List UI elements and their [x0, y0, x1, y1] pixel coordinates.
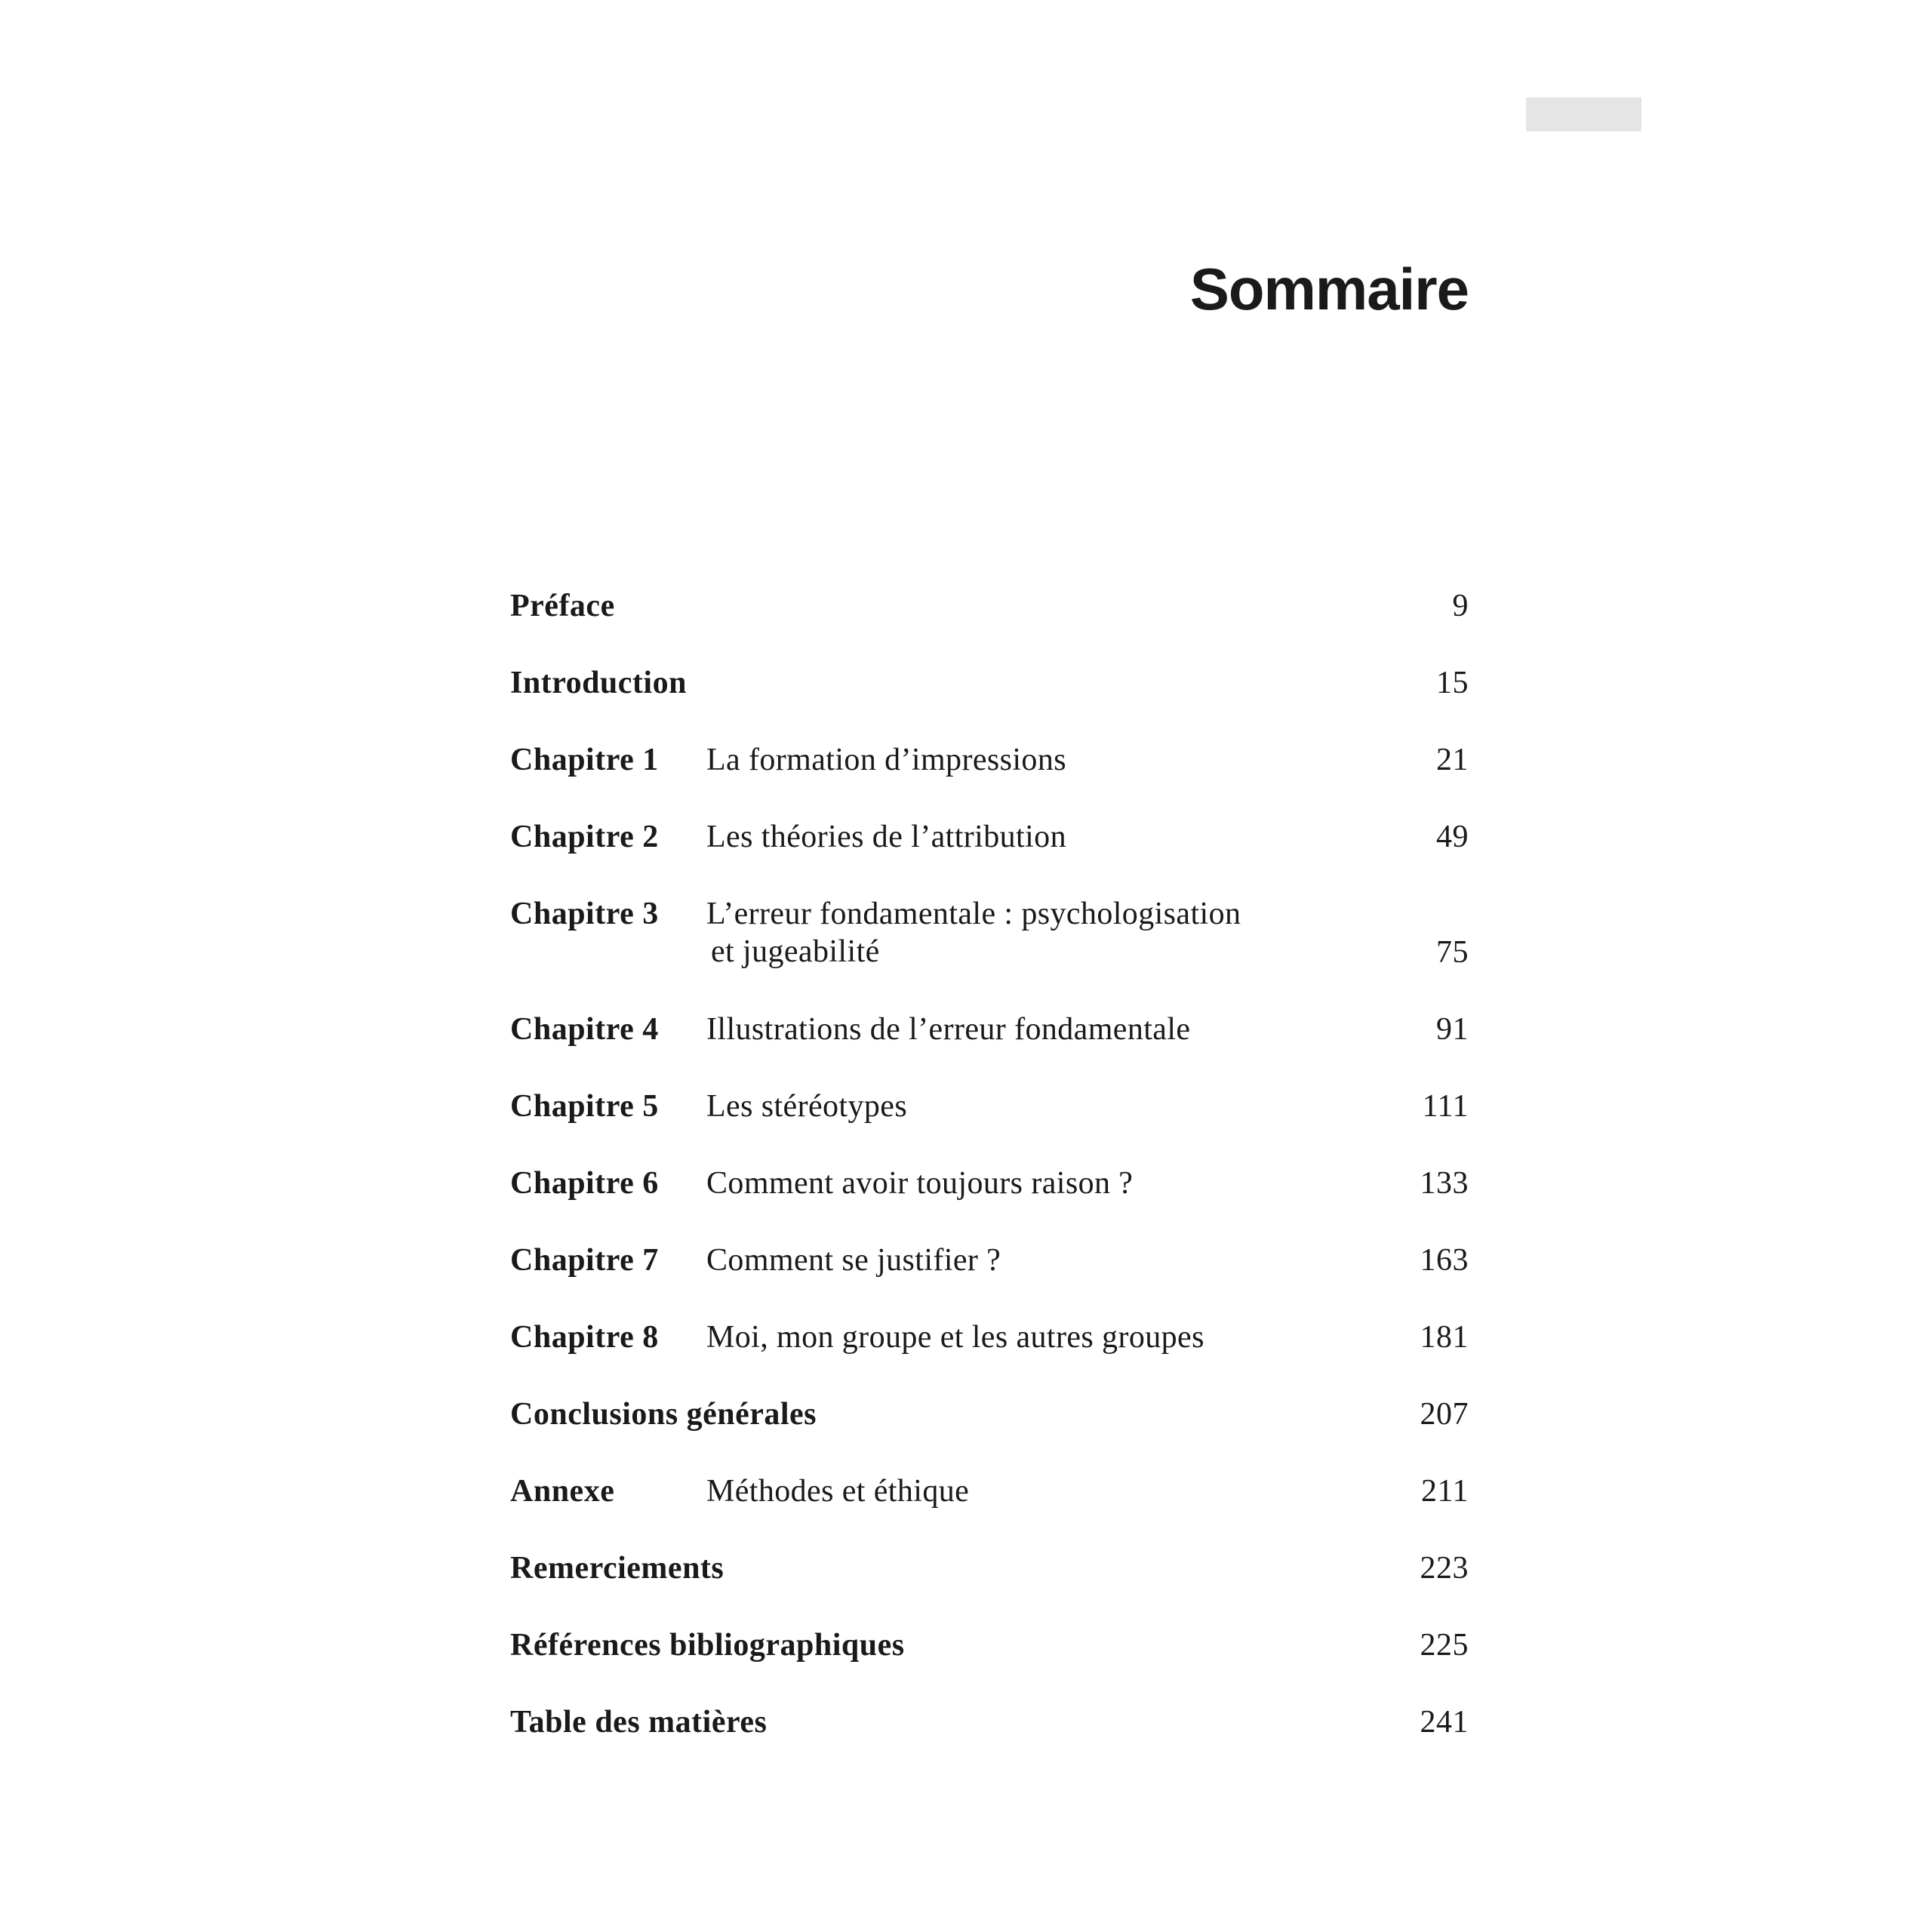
toc-chapter-title	[706, 895, 1469, 971]
toc-page-number: 223	[1420, 1551, 1469, 1586]
toc-chapter-title: Illustrations de l’erreur fondamentale	[706, 1012, 1191, 1047]
toc-entry-label: Références bibliographiques	[510, 1628, 905, 1663]
toc-chapter-title: Comment avoir toujours raison ?	[706, 1166, 1134, 1201]
toc-entry-chapter-1[interactable]	[510, 741, 1469, 818]
toc-page-number: 241	[1420, 1705, 1469, 1740]
toc-chapter-title-line2: et jugeabilité	[711, 934, 880, 969]
toc-page-number: 163	[1420, 1243, 1469, 1278]
toc-page-number: 133	[1420, 1166, 1469, 1201]
toc-page-number: 15	[1436, 666, 1469, 700]
toc-chapter-title: Comment se justifier ?	[706, 1243, 1001, 1278]
toc-entry-chapter-8[interactable]	[510, 1318, 1469, 1395]
toc-entry-chapter-4[interactable]	[510, 1011, 1469, 1088]
toc-entry-label: Remerciements	[510, 1551, 724, 1586]
toc-page-number: 21	[1436, 743, 1469, 777]
page-corner-tab	[1526, 97, 1641, 131]
toc-chapter-title-line1: L’erreur fondamentale : psychologisation	[706, 897, 1241, 931]
toc-page-number: 181	[1420, 1320, 1469, 1355]
toc-page-number: 91	[1436, 1012, 1469, 1047]
toc-page-number: 9	[1452, 589, 1469, 623]
toc-chapter-title: Moi, mon groupe et les autres groupes	[706, 1320, 1204, 1355]
toc-entry-label: Chapitre 4	[510, 1012, 659, 1047]
toc-entry-remerciements[interactable]	[510, 1549, 1469, 1626]
toc-entry-chapter-5[interactable]	[510, 1088, 1469, 1164]
toc-entry-label: Conclusions générales	[510, 1397, 817, 1432]
toc-entry-introduction[interactable]	[510, 664, 1469, 741]
toc-page-number: 207	[1420, 1397, 1469, 1432]
toc-entry-label: Table des matières	[510, 1705, 768, 1740]
page-title: Sommaire	[1189, 256, 1469, 322]
toc-entry-label: Chapitre 6	[510, 1166, 659, 1201]
toc-chapter-title: Les théories de l’attribution	[706, 820, 1066, 854]
toc-chapter-title: Les stéréotypes	[706, 1089, 908, 1124]
toc-entry-annexe[interactable]	[510, 1472, 1469, 1549]
toc-entry-conclusions[interactable]	[510, 1395, 1469, 1472]
toc-entry-chapter-2[interactable]	[510, 818, 1469, 895]
toc-entry-table-des-matieres[interactable]	[510, 1703, 1469, 1780]
toc-entry-label: Chapitre 8	[510, 1320, 659, 1355]
toc-entry-label: Chapitre 1	[510, 743, 659, 777]
toc-page-number: 211	[1421, 1474, 1469, 1509]
toc-entry-label: Chapitre 2	[510, 820, 659, 854]
toc-entry-label: Chapitre 7	[510, 1243, 659, 1278]
toc-page-number: 225	[1420, 1628, 1469, 1663]
toc-entry-label: Chapitre 3	[510, 897, 659, 931]
toc-entry-label: Chapitre 5	[510, 1089, 659, 1124]
toc-entry-preface[interactable]	[510, 587, 1469, 664]
toc-entry-chapter-6[interactable]	[510, 1164, 1469, 1241]
toc-page-number: 49	[1436, 820, 1469, 854]
table-of-contents	[510, 587, 1469, 1780]
toc-page-number: 111	[1422, 1089, 1469, 1124]
toc-entry-chapter-3[interactable]	[510, 895, 1469, 1011]
toc-entry-label: Annexe	[510, 1474, 615, 1509]
toc-entry-chapter-7[interactable]	[510, 1241, 1469, 1318]
toc-page-number: 75	[1436, 935, 1469, 970]
toc-entry-label: Introduction	[510, 666, 687, 700]
toc-chapter-title: Méthodes et éthique	[706, 1474, 970, 1509]
toc-chapter-title: La formation d’impressions	[706, 743, 1066, 777]
toc-entry-label: Préface	[510, 589, 615, 623]
toc-entry-references[interactable]	[510, 1626, 1469, 1703]
